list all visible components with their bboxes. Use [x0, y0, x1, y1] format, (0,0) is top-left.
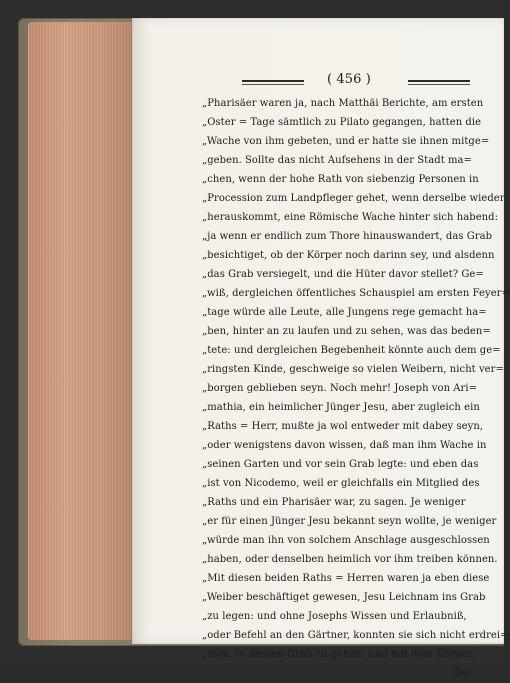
- text-line: „ja wenn er endlich zum Thore hinauswandert, das Grab: [202, 231, 493, 242]
- text-line: „würde man ihn von solchem Anschlage ausgeschlossen: [202, 535, 490, 546]
- text-line: „das Grab versiegelt, und die Hüter davor stellet? Ge=: [202, 269, 484, 280]
- page-edge: [28, 22, 132, 640]
- text-line: „Oster = Tage sämtlich zu Pilato gegangen, hatten die: [202, 117, 482, 128]
- header-rule-right: [408, 80, 470, 82]
- text-line: „geben. Sollte das nicht Aufsehens in der Stadt ma=: [202, 155, 472, 166]
- text-line: „zu legen: und ohne Josephs Wissen und Erlaubniß,: [202, 611, 467, 622]
- catchword: der: [452, 668, 470, 679]
- text-line: „wiß, dergleichen öffentliches Schauspiel am ersten Feyer=: [202, 288, 510, 299]
- text-line: „Raths = Herr, mußte ja wol entweder mit dabey seyn,: [202, 421, 484, 432]
- text-line: „tete: und dergleichen Begebenheit könnte auch dem ge=: [202, 345, 501, 356]
- text-line: „Raths und ein Pharisäer war, zu sagen. Je weniger: [202, 497, 466, 508]
- text-line: „haben, oder denselben heimlich vor ihm treiben können.: [202, 554, 498, 565]
- text-line: „oder Befehl an den Gärtner, konnten sie sich nicht erdrei=: [202, 630, 509, 641]
- text-line: „seinen Garten und vor sein Grab legte: und eben das: [202, 459, 479, 470]
- text-line: „besichtiget, ob der Körper noch darinn sey, und alsdenn: [202, 250, 495, 261]
- text-line: „chen, wenn der hohe Rath von siebenzig Personen in: [202, 174, 479, 185]
- text-line: „er für einen Jünger Jesu bekannt seyn wollte, je weniger: [202, 516, 497, 527]
- header-rule-left: [242, 80, 304, 82]
- text-line: „ben, hinter an zu laufen und zu sehen, was das beden=: [202, 326, 491, 337]
- text-line: „ringsten Kinde, geschweige so vielen Weibern, nicht ver=: [202, 364, 504, 375]
- text-line: „sten, in dessen Grab zu gehen, und mit dem Körper,: [202, 649, 474, 660]
- page-header: [232, 72, 472, 92]
- text-line: „Wache von ihm gebeten, und er hatte sie ihnen mitge=: [202, 136, 490, 147]
- text-line: „ist von Nicodemo, weil er gleichfalls ein Mitglied des: [202, 478, 480, 489]
- text-line: „oder wenigstens davon wissen, daß man ihm Wache in: [202, 440, 487, 451]
- text-line: „borgen geblieben seyn. Noch mehr! Joseph von Ari=: [202, 383, 478, 394]
- text-line: „Procession zum Landpfleger gehet, wenn derselbe wieder: [202, 193, 505, 204]
- text-line: „herauskommt, eine Römische Wache hinter sich habend:: [202, 212, 499, 223]
- page-number: ( 456 ): [327, 72, 371, 87]
- text-line: „tage würde alle Leute, alle Jungens rege gemacht ha=: [202, 307, 487, 318]
- text-line: „mathia, ein heimlicher Jünger Jesu, aber zugleich ein: [202, 402, 480, 413]
- text-line: „Mit diesen beiden Raths = Herren waren ja eben diese: [202, 573, 490, 584]
- text-line: „Weiber beschäftiget gewesen, Jesu Leichnam ins Grab: [202, 592, 486, 603]
- page-text: [202, 94, 510, 683]
- text-line: „Pharisäer waren ja, nach Matthäi Berichte, am ersten: [202, 98, 484, 109]
